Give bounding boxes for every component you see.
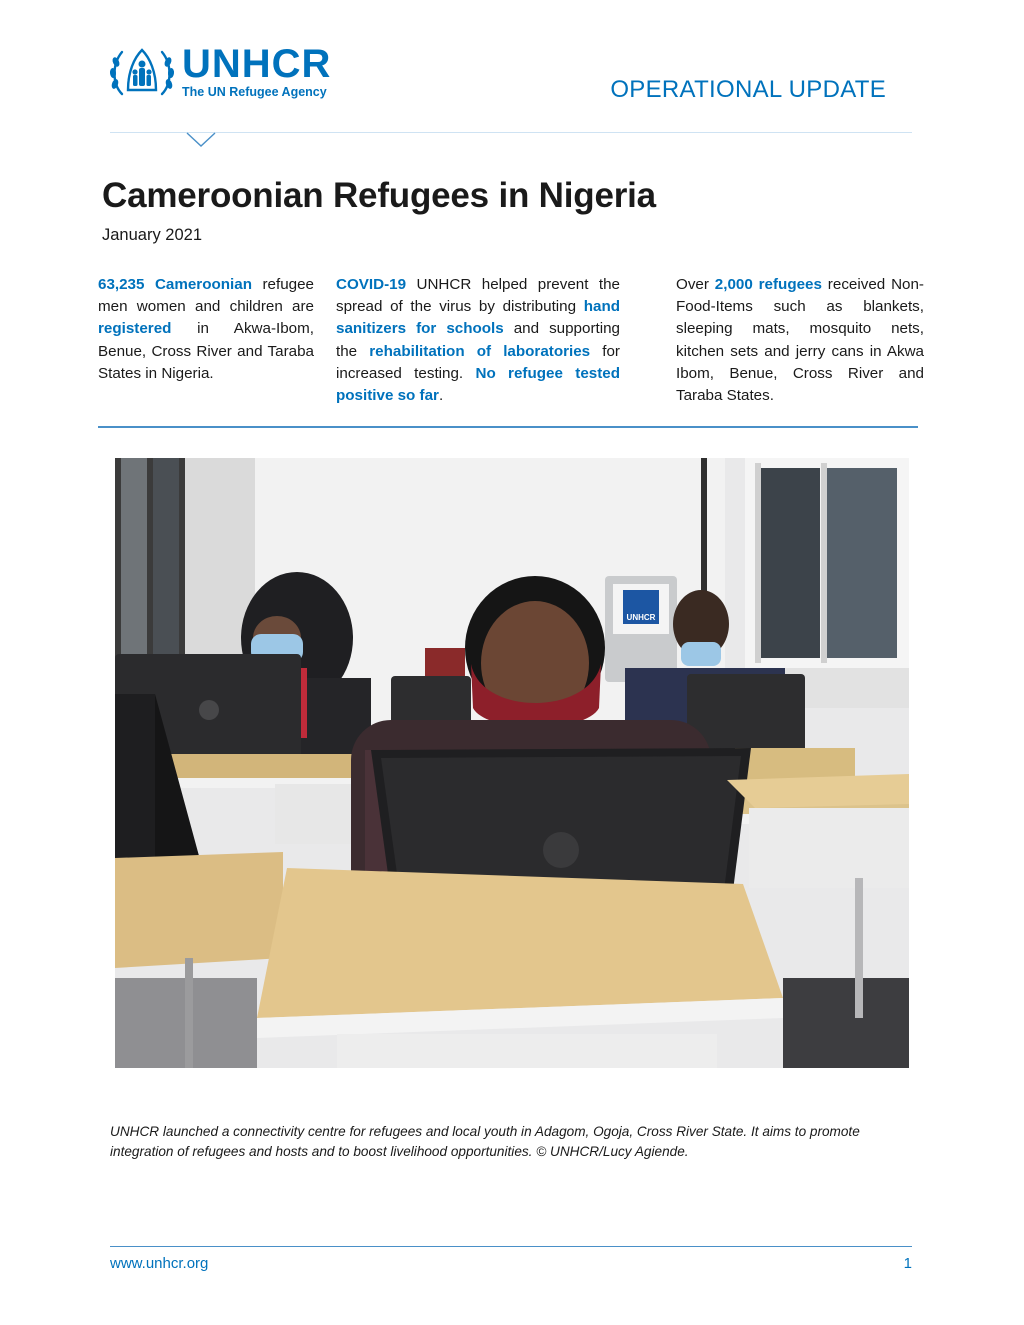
highlight-text: refugee men women and children are xyxy=(98,276,314,316)
cover-photo xyxy=(115,458,909,1068)
highlight-text: in Akwa-Ibom, Benue, Cross River and Taraba States in Nigeria. xyxy=(98,320,314,382)
highlight-text: and supporting the xyxy=(336,320,620,360)
highlight-covid xyxy=(336,274,620,407)
highlight-emphasis: 63,235 Cameroonian xyxy=(98,276,252,293)
highlight-text: UNHCR helped prevent the spread of the virus by distributing xyxy=(336,276,620,316)
highlight-emphasis: COVID-19 xyxy=(336,276,407,293)
header-divider xyxy=(110,132,912,133)
highlight-emphasis: hand sanitizers for schools xyxy=(336,298,620,338)
highlight-emphasis: 2,000 refugees xyxy=(714,276,822,293)
highlights-divider xyxy=(98,426,918,428)
highlight-text: received Non-Food-Items such as blankets, sleeping mats, mosquito nets, kitchen sets and jerry cans in Akwa Ibom, Benue, Cross River and Taraba States. xyxy=(676,276,924,405)
unhcr-emblem-icon xyxy=(108,42,176,102)
logo-wordmark: UNHCR xyxy=(182,42,332,86)
wall-sign-text: UNHCR xyxy=(626,613,656,622)
photo-caption: UNHCR launched a connectivity centre for refugees and local youth in Adagom, Ogoja, Cross River State. It aims to promote integration of refugees and hosts and to boost livelihood opportunities. © UNHCR/Lucy Agiende. xyxy=(110,1124,860,1159)
highlight-emphasis: rehabilitation of laboratories xyxy=(369,342,591,360)
chevron-down-icon xyxy=(186,132,216,148)
logo-tagline: The UN Refugee Agency xyxy=(182,85,327,99)
highlight-text: for increased testing. xyxy=(336,342,620,382)
unhcr-logo xyxy=(108,42,331,102)
report-type-label: OPERATIONAL UPDATE xyxy=(610,76,886,103)
highlight-registration xyxy=(98,274,314,385)
page-number: 1 xyxy=(903,1255,912,1272)
footer-website-link[interactable]: www.unhcr.org xyxy=(110,1255,209,1272)
footer-divider xyxy=(110,1246,912,1247)
highlight-emphasis: registered xyxy=(98,320,172,338)
highlight-text: . xyxy=(438,387,444,405)
page-title: Cameroonian Refugees in Nigeria xyxy=(102,176,656,215)
report-date: January 2021 xyxy=(102,226,202,244)
highlight-text: Over xyxy=(676,276,715,293)
highlight-nfi xyxy=(676,274,924,407)
highlight-emphasis: No refugee tested positive so far xyxy=(336,364,620,405)
